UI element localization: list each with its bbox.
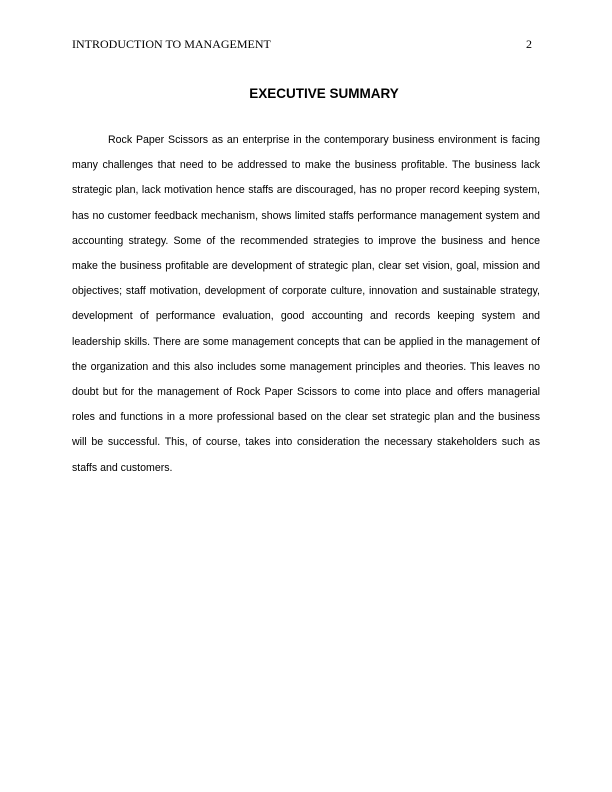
section-title: EXECUTIVE SUMMARY [249, 86, 399, 101]
summary-paragraph: Rock Paper Scissors as an enterprise in the contemporary business environment is facing many challenges that need to be addressed to make the business profitable. The business lack strategic plan, lack motivation hence staffs are discouraged, has no proper record keeping system, has no customer feedback mechanism, shows limited staffs performance management system and accounting strategy. Some of the recommended strategies to improve the business and hence make the business profitable are development of strategic plan, clear set vision, goal, mission and objectives; staff motivation, development of corporate culture, innovation and sustainable strategy, development of performance evaluation, good accounting and records keeping system and leadership skills. There are some management concepts that can be applied in the management of the organization and this also includes some management principles and theories. This leaves no doubt but for the management of Rock Paper Scissors to come into place and offers managerial roles and functions in a more professional based on the clear set strategic plan and the business will be successful. This, of course, takes into consideration the necessary stakeholders such as staffs and customers. [72, 134, 540, 474]
page-number: 2 [526, 37, 532, 51]
running-head: INTRODUCTION TO MANAGEMENT [72, 37, 271, 51]
